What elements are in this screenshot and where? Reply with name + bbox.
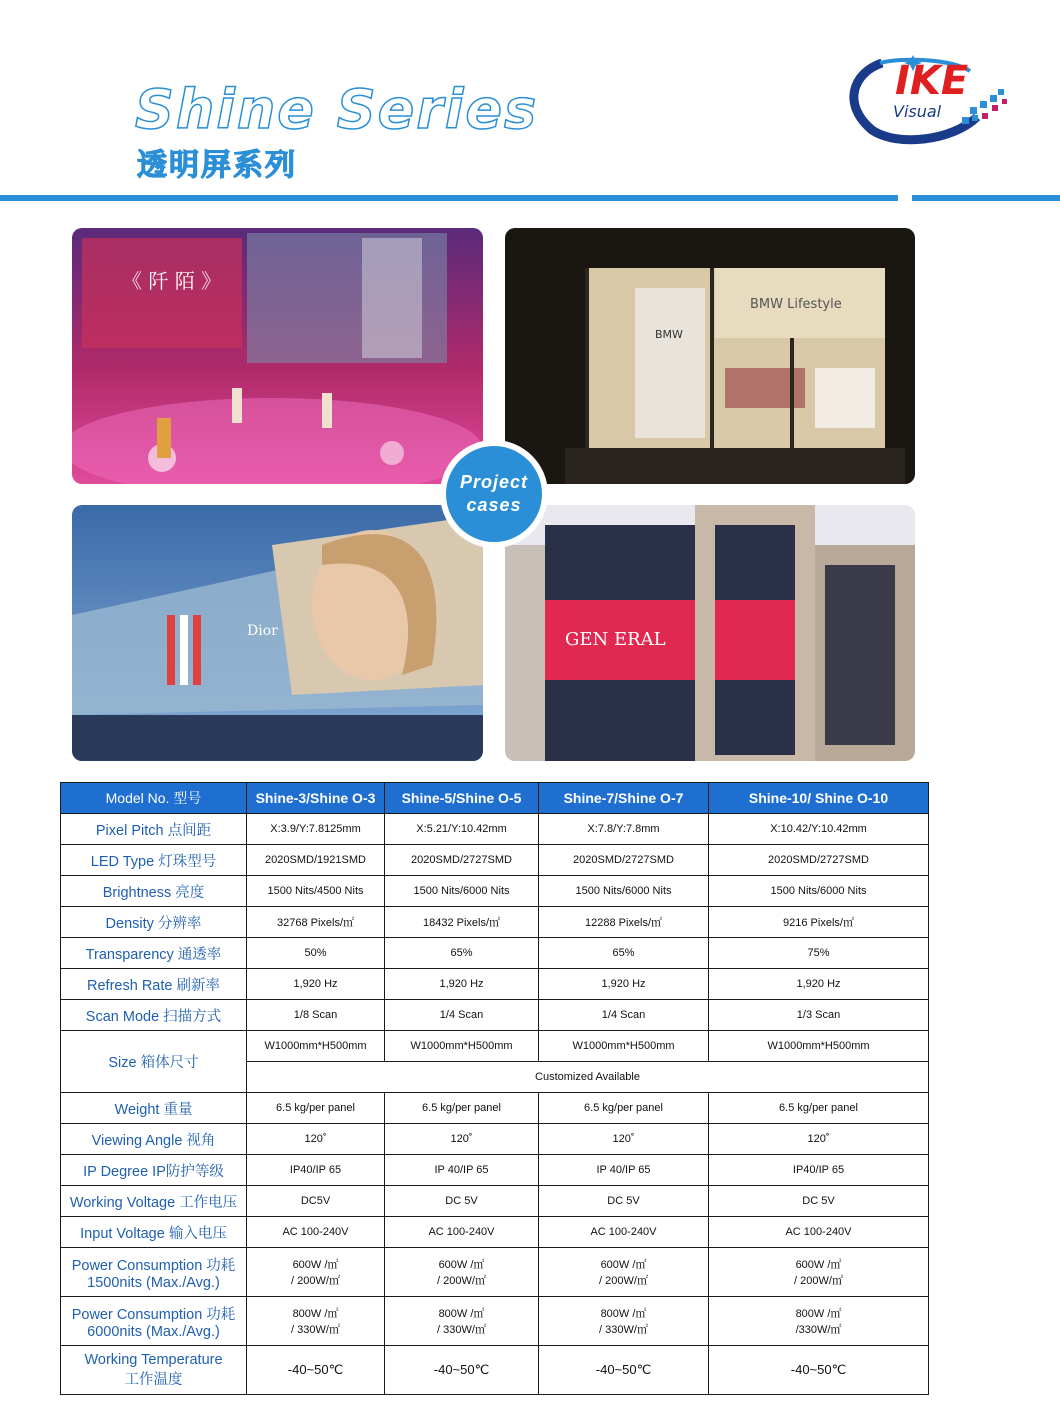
row-label: Working Voltage 工作电压: [61, 1186, 247, 1217]
cell: AC 100-240V: [539, 1217, 709, 1248]
cell: 120˚: [539, 1124, 709, 1155]
brand-name: IKE: [895, 58, 969, 104]
table-row: [61, 1155, 929, 1186]
table-row: [61, 969, 929, 1000]
spec-table: [60, 782, 929, 1395]
cell: IP40/IP 65: [709, 1155, 929, 1186]
cell: IP 40/IP 65: [539, 1155, 709, 1186]
cell: 120˚: [385, 1124, 539, 1155]
stage-sign: 《 阡 陌 》: [122, 269, 222, 293]
cell: [385, 1297, 539, 1346]
cell: 65%: [385, 938, 539, 969]
cell: AC 100-240V: [247, 1217, 385, 1248]
table-header-row: [61, 783, 929, 814]
cell-line: / 330W/㎡: [599, 1324, 648, 1336]
cell: X:7.8/Y:7.8mm: [539, 814, 709, 845]
cell: 1500 Nits/6000 Nits: [709, 876, 929, 907]
table-row: [61, 845, 929, 876]
cell: 2020SMD/2727SMD: [385, 845, 539, 876]
cell: [709, 1297, 929, 1346]
cell-line: / 200W/㎡: [291, 1275, 340, 1287]
header-shine-3: Shine-3/Shine O-3: [247, 783, 385, 814]
cell: 2020SMD/1921SMD: [247, 845, 385, 876]
shirt-text: BMW: [655, 328, 683, 341]
table-row-size: [61, 1031, 929, 1062]
cell: 1,920 Hz: [247, 969, 385, 1000]
cell-line: 600W /㎡: [292, 1259, 339, 1271]
cell: 2020SMD/2727SMD: [709, 845, 929, 876]
cell: 1/4 Scan: [385, 1000, 539, 1031]
cell: DC 5V: [709, 1186, 929, 1217]
table-row: [61, 938, 929, 969]
cell-line: 800W /㎡: [600, 1308, 647, 1320]
cell: 6.5 kg/per panel: [247, 1093, 385, 1124]
table-row-power-6000: [61, 1297, 929, 1346]
cell-line: / 200W/㎡: [794, 1275, 843, 1287]
row-label: Density 分辨率: [61, 907, 247, 938]
cell: 1/8 Scan: [247, 1000, 385, 1031]
cell: DC 5V: [539, 1186, 709, 1217]
cell: W1000mm*H500mm: [247, 1031, 385, 1062]
row-label-line-1: Power Consumption 功耗: [71, 1257, 236, 1274]
cell-line: 600W /㎡: [795, 1259, 842, 1271]
cell-line: / 330W/㎡: [291, 1324, 340, 1336]
cell: DC5V: [247, 1186, 385, 1217]
table-row: [61, 1000, 929, 1031]
cell: 120˚: [247, 1124, 385, 1155]
table-row-power-1500: [61, 1248, 929, 1297]
row-label-line-1: Working Temperature: [84, 1351, 223, 1368]
header-shine-5: Shine-5/Shine O-5: [385, 783, 539, 814]
cell: -40~50℃: [247, 1346, 385, 1395]
header-shine-7: Shine-7/Shine O-7: [539, 783, 709, 814]
table-row: [61, 1124, 929, 1155]
cell: -40~50℃: [709, 1346, 929, 1395]
cell: [709, 1248, 929, 1297]
row-label: Size 箱体尺寸: [61, 1031, 247, 1093]
cell: X:10.42/Y:10.42mm: [709, 814, 929, 845]
header-model: Model No. 型号: [61, 783, 247, 814]
cell: 1,920 Hz: [385, 969, 539, 1000]
row-label: IP Degree IP防护等级: [61, 1155, 247, 1186]
cell: W1000mm*H500mm: [385, 1031, 539, 1062]
cell-line: 800W /㎡: [292, 1308, 339, 1320]
facade-sign: GEN ERAL: [565, 629, 666, 650]
cell: IP 40/IP 65: [385, 1155, 539, 1186]
cell: X:3.9/Y:7.8125mm: [247, 814, 385, 845]
cell-line: 800W /㎡: [438, 1308, 485, 1320]
cell: 12288 Pixels/㎡: [539, 907, 709, 938]
row-label: Brightness 亮度: [61, 876, 247, 907]
cell: 120˚: [709, 1124, 929, 1155]
header-divider-right: [912, 195, 1060, 201]
size-note: Customized Available: [247, 1062, 929, 1093]
cell: 2020SMD/2727SMD: [539, 845, 709, 876]
row-label: [61, 1346, 247, 1395]
row-label-line-2: 6000nits (Max./Avg.): [87, 1323, 220, 1340]
cell: 32768 Pixels/㎡: [247, 907, 385, 938]
cell: AC 100-240V: [709, 1217, 929, 1248]
photo-stage-performance: [72, 228, 483, 484]
photo-red-facade-building: [505, 505, 915, 761]
cell: -40~50℃: [539, 1346, 709, 1395]
cell: [247, 1248, 385, 1297]
photo-dior-building: [72, 505, 483, 761]
row-label: Input Voltage 输入电压: [61, 1217, 247, 1248]
page-subtitle: 透明屏系列: [137, 148, 297, 183]
badge-line-2: cases: [466, 495, 522, 515]
badge-line-1: Project: [459, 472, 529, 492]
cell: 1,920 Hz: [709, 969, 929, 1000]
cell: W1000mm*H500mm: [709, 1031, 929, 1062]
project-cases-badge: [446, 446, 542, 542]
row-label: Weight 重量: [61, 1093, 247, 1124]
row-label-line-1: Power Consumption 功耗: [71, 1306, 236, 1323]
row-label: Refresh Rate 刷新率: [61, 969, 247, 1000]
cell-line: 600W /㎡: [438, 1259, 485, 1271]
cell-line: 800W /㎡: [795, 1308, 842, 1320]
cell: 65%: [539, 938, 709, 969]
row-label: Scan Mode 扫描方式: [61, 1000, 247, 1031]
row-label: [61, 1297, 247, 1346]
showroom-sign: BMW Lifestyle: [750, 297, 842, 312]
cell-line: / 200W/㎡: [437, 1275, 486, 1287]
cell: 18432 Pixels/㎡: [385, 907, 539, 938]
cell: 1/3 Scan: [709, 1000, 929, 1031]
cell-line: 600W /㎡: [600, 1259, 647, 1271]
cell-line: / 330W/㎡: [437, 1324, 486, 1336]
cell: 9216 Pixels/㎡: [709, 907, 929, 938]
row-label: Pixel Pitch 点间距: [61, 814, 247, 845]
row-label: Viewing Angle 视角: [61, 1124, 247, 1155]
cell: AC 100-240V: [385, 1217, 539, 1248]
cell: 50%: [247, 938, 385, 969]
row-label: LED Type 灯珠型号: [61, 845, 247, 876]
cell: DC 5V: [385, 1186, 539, 1217]
table-row: [61, 814, 929, 845]
cell: 6.5 kg/per panel: [539, 1093, 709, 1124]
cell-line: /330W/㎡: [795, 1324, 842, 1336]
table-row: [61, 1217, 929, 1248]
header-shine-10: Shine-10/ Shine O-10: [709, 783, 929, 814]
table-row: [61, 1093, 929, 1124]
header-divider: [0, 195, 898, 201]
cell: IP40/IP 65: [247, 1155, 385, 1186]
cell: [539, 1248, 709, 1297]
dior-sign: Dior: [247, 623, 278, 639]
cell: [385, 1248, 539, 1297]
cell: X:5.21/Y:10.42mm: [385, 814, 539, 845]
cell: 75%: [709, 938, 929, 969]
cell: 1,920 Hz: [539, 969, 709, 1000]
row-label-line-2: 工作温度: [124, 1371, 183, 1388]
cell: 6.5 kg/per panel: [709, 1093, 929, 1124]
cell: -40~50℃: [385, 1346, 539, 1395]
cell-line: / 200W/㎡: [599, 1275, 648, 1287]
cell: 1500 Nits/6000 Nits: [385, 876, 539, 907]
table-row-temperature: [61, 1346, 929, 1395]
cell: 1/4 Scan: [539, 1000, 709, 1031]
photo-bmw-showroom: [505, 228, 915, 484]
page-title: Shine Series: [135, 78, 539, 141]
table-row: [61, 876, 929, 907]
row-label-line-2: 1500nits (Max./Avg.): [87, 1274, 220, 1291]
cell: [539, 1297, 709, 1346]
cell: 6.5 kg/per panel: [385, 1093, 539, 1124]
row-label: [61, 1248, 247, 1297]
cell: 1500 Nits/6000 Nits: [539, 876, 709, 907]
row-label: Transparency 通透率: [61, 938, 247, 969]
table-row: [61, 1186, 929, 1217]
cell: W1000mm*H500mm: [539, 1031, 709, 1062]
brand-sub: Visual: [893, 102, 942, 121]
cell: 1500 Nits/4500 Nits: [247, 876, 385, 907]
cell: [247, 1297, 385, 1346]
table-row: [61, 907, 929, 938]
